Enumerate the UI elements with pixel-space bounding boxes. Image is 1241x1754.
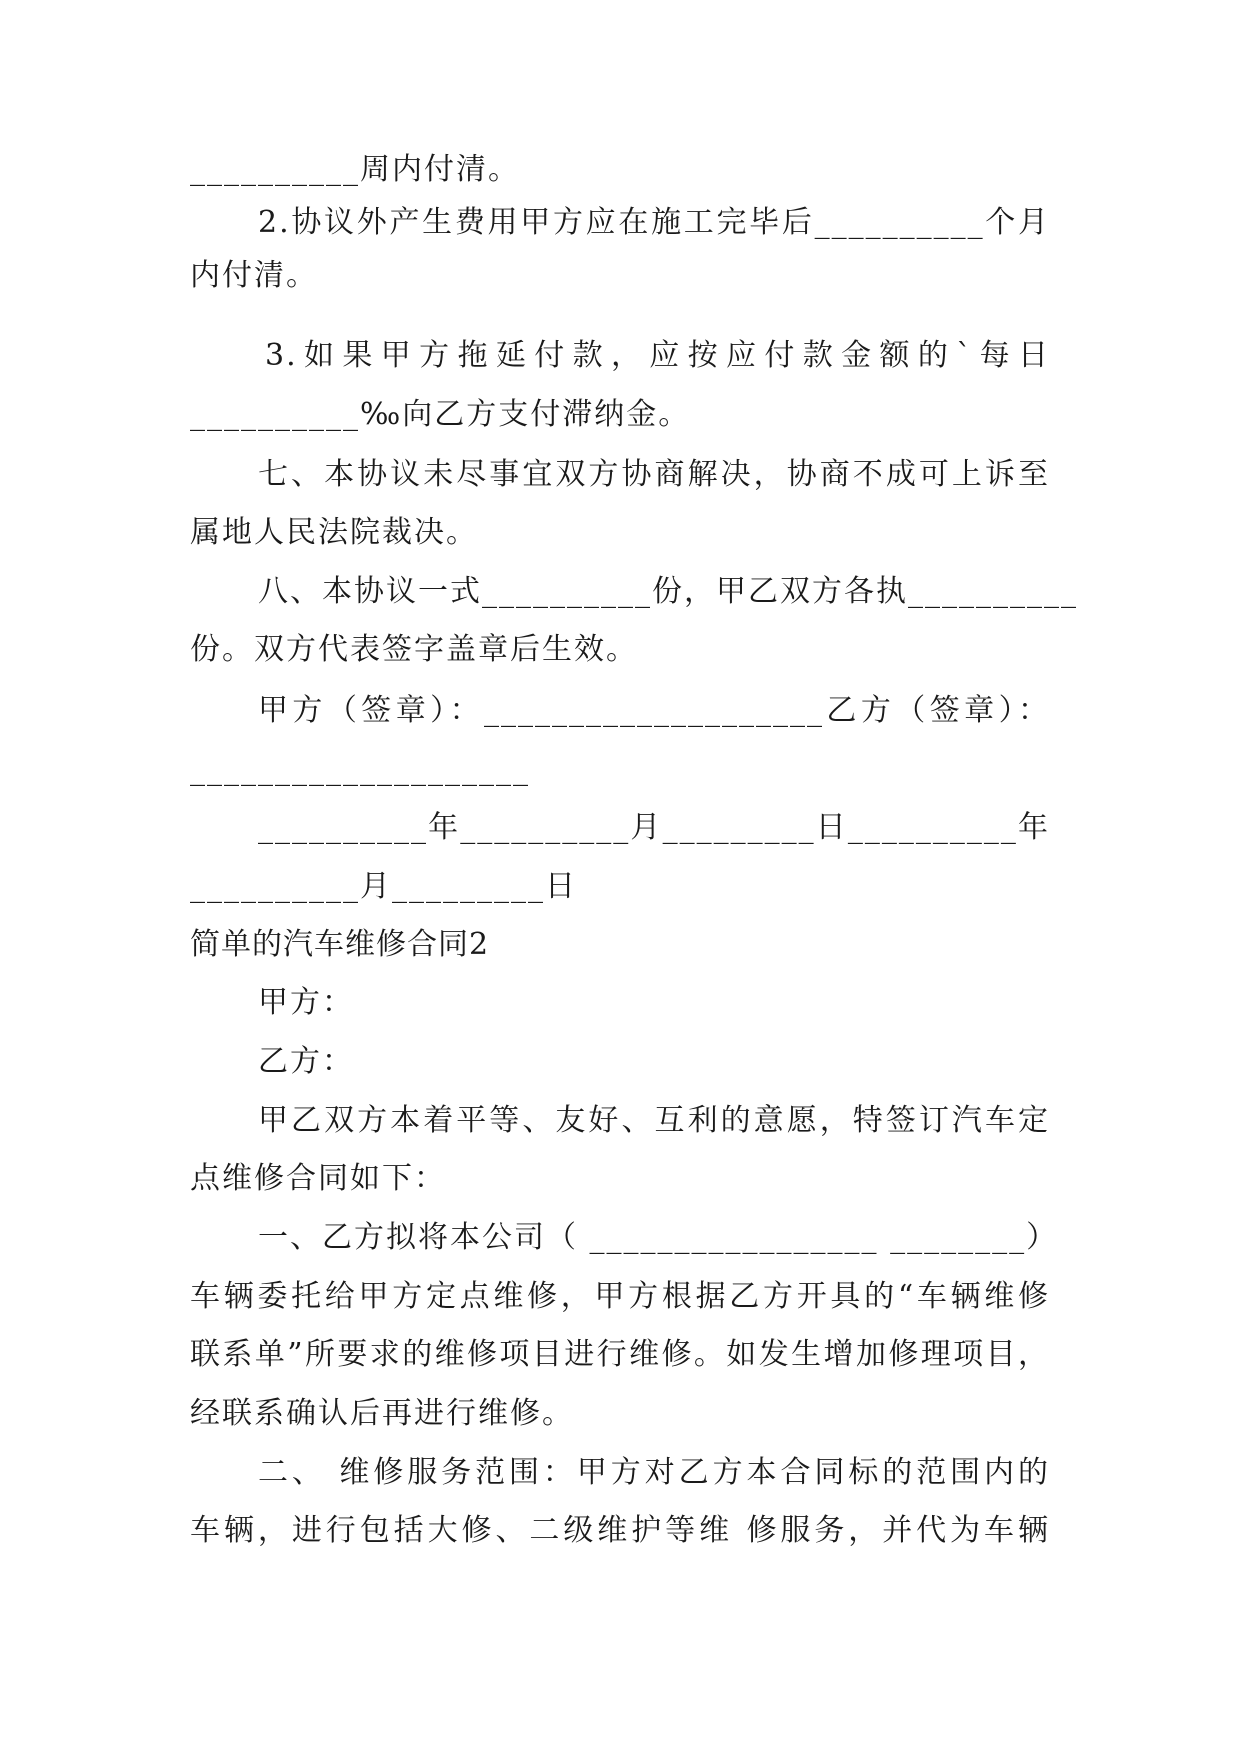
text-line: 3.如果甲方拖延付款，应按应付款金额的`每日	[265, 338, 1050, 373]
text-line: 点维修合同如下：	[190, 1161, 446, 1196]
text-line: __________周内付清。	[190, 152, 520, 187]
party-a-label: 甲方：	[258, 985, 354, 1020]
text-line: 份。双方代表签字盖章后生效。	[190, 632, 638, 667]
text-line: 联系单”所要求的维修项目进行维修。如发生增加修理项目，	[190, 1337, 1050, 1372]
signature-line: ____________________	[190, 752, 530, 787]
text-line: 属地人民法院裁决。	[190, 515, 478, 550]
party-b-label: 乙方：	[258, 1044, 354, 1079]
text-line: 内付清。	[190, 258, 318, 293]
text-line: 一、乙方拟将本公司（ _________________ ________）	[258, 1220, 1059, 1255]
signature-line: 甲方（签章）：____________________乙方（签章）：	[258, 693, 1050, 728]
text-line: 八、本协议一式__________份，甲乙双方各执__________	[258, 574, 1078, 609]
text-line: 车辆委托给甲方定点维修，甲方根据乙方开具的“车辆维修	[190, 1279, 1050, 1314]
text-line: 车辆，进行包括大修、二级维护等维 修服务，并代为车辆	[190, 1513, 1050, 1548]
text-line: 二、 维修服务范围：甲方对乙方本合同标的范围内的	[258, 1455, 1050, 1490]
text-line: 经联系确认后再进行维修。	[190, 1396, 574, 1431]
date-line: __________年__________月_________日__________年	[258, 810, 1050, 845]
text-line: 甲乙双方本着平等、友好、互利的意愿，特签订汽车定	[258, 1103, 1050, 1138]
text-line: __________‰向乙方支付滞纳金。	[190, 397, 691, 432]
date-line: __________月_________日	[190, 869, 577, 904]
text-line: 2.协议外产生费用甲方应在施工完毕后__________个月	[258, 205, 1050, 240]
section-title: 简单的汽车维修合同2	[190, 927, 490, 962]
text-line: 七、本协议未尽事宜双方协商解决，协商不成可上诉至	[258, 457, 1050, 492]
